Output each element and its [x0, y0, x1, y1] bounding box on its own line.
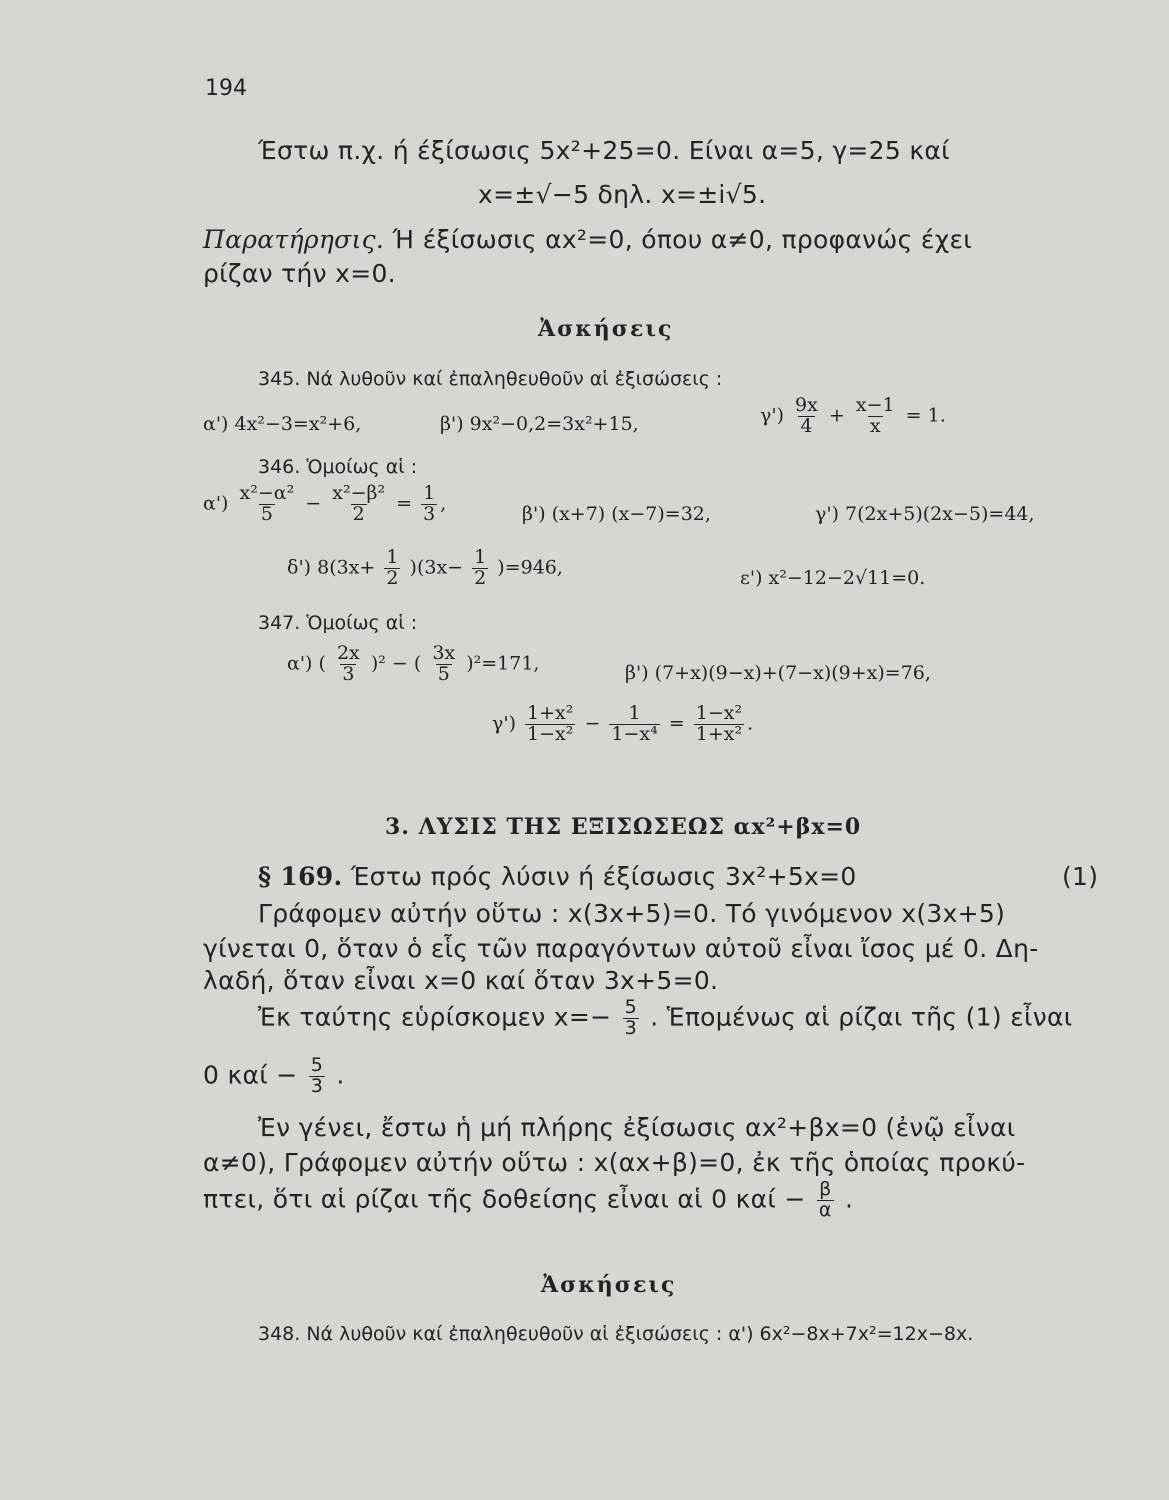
denominator: 1−x² — [527, 722, 574, 745]
equation-rest: = 1. — [905, 404, 946, 427]
intro-line-1: Έστω π.χ. ή έξίσωσις 5x²+25=0. Είναι α=5, γ=25 καί — [258, 136, 950, 165]
numerator: 5 — [310, 1054, 324, 1076]
fraction — [854, 396, 897, 437]
numerator: 2x — [336, 642, 360, 664]
expression-part: δ') 8(3x+ — [287, 556, 376, 579]
denominator: 1+x² — [695, 722, 743, 745]
denominator: 3 — [423, 502, 436, 525]
exercises-heading-1: Ἀσκήσεις — [538, 316, 674, 342]
equation-number: (1) — [1062, 862, 1099, 891]
exercise-347-a — [287, 644, 539, 685]
intro-line-2: x=±√−5 δηλ. x=±i√5. — [478, 180, 767, 209]
fraction — [238, 484, 297, 525]
denominator: x — [869, 414, 881, 437]
numerator: 1−x² — [695, 702, 743, 724]
plus-sign: + — [828, 404, 845, 427]
fraction — [335, 644, 362, 685]
denominator: 4 — [800, 414, 813, 437]
equals-sign: = — [668, 712, 685, 735]
paragraph-number: § 169. — [258, 862, 343, 891]
intro-note-line-2: ρίζαν τήν x=0. — [203, 259, 396, 288]
expression-part: )² − ( — [370, 652, 422, 675]
exercise-345-b: β') 9x²−0,2=3x²+15, — [440, 413, 639, 435]
denominator: α — [818, 1198, 832, 1221]
numerator: 1 — [423, 482, 436, 504]
intro-note — [203, 225, 972, 254]
equals-sign: = — [396, 492, 413, 515]
minus-sign: − — [305, 492, 322, 515]
numerator: 3x — [432, 642, 456, 664]
paragraph-169-line-7: Ἐν γένει, ἔστω ἡ μή πλήρης ἐξίσωσις αx²+βx=0 (ἐνῷ εἶναι — [258, 1113, 1016, 1142]
expression-part: α') ( — [287, 652, 326, 675]
fraction — [421, 484, 437, 525]
exercise-346-a — [203, 484, 446, 525]
fraction — [609, 704, 659, 745]
exercise-346-label: 346. Ὁμοίως αἱ : — [258, 456, 418, 478]
expression-part: )(3x− — [409, 556, 464, 579]
numerator: x²−β² — [332, 482, 386, 504]
denominator: 5 — [260, 502, 273, 525]
exercise-345-c — [760, 396, 946, 437]
fraction — [525, 704, 575, 745]
exercises-heading-2: Ἀσκήσεις — [541, 1272, 677, 1298]
denominator: 3 — [624, 1016, 638, 1039]
text-part: . Ἑπομένως αἱ ρίζαι τῆς (1) εἶναι — [650, 1002, 1073, 1032]
expression-part: )=946, — [497, 556, 563, 579]
page-number: 194 — [205, 76, 247, 101]
section-title: 3. ΛΥΣΙΣ ΤΗΣ ΕΞΙΣΩΣΕΩΣ αx²+βx=0 — [385, 814, 862, 840]
numerator: x−1 — [855, 394, 895, 416]
text-part: Ἐκ ταύτης εὑρίσκομεν x=− — [258, 1002, 612, 1032]
paragraph-169-line-6 — [203, 1056, 345, 1097]
expression-part: )²=171, — [466, 652, 540, 675]
numerator: 1 — [386, 546, 399, 568]
period: . — [747, 712, 754, 735]
numerator: β — [819, 1178, 832, 1200]
exercise-345-a: α') 4x²−3=x²+6, — [203, 413, 362, 435]
denominator: 2 — [386, 566, 399, 589]
exercise-347-b: β') (7+x)(9−x)+(7−x)(9+x)=76, — [625, 662, 931, 684]
numerator: x²−α² — [239, 482, 295, 504]
fraction — [694, 704, 744, 745]
paragraph-169-line-9 — [203, 1180, 853, 1221]
comma: , — [440, 492, 447, 515]
note-text: Ή έξίσωσις αx²=0, όπου α≠0, προφανώς έχει — [392, 225, 973, 254]
fraction — [793, 396, 820, 437]
numerator: 1+x² — [527, 702, 574, 724]
paragraph-169-line-3: γίνεται 0, ὅταν ὁ εἷς τῶν παραγόντων αὐτοῦ εἶναι ἴσος μέ 0. Δη- — [203, 934, 1039, 963]
denominator: 2 — [352, 502, 365, 525]
fraction — [384, 548, 400, 589]
exercise-345-c-prefix: γ') — [760, 404, 784, 427]
minus-sign: − — [584, 712, 601, 735]
numerator: 1 — [474, 546, 487, 568]
denominator: 5 — [437, 662, 450, 685]
exercise-347-label: 347. Ὁμοίως αἱ : — [258, 612, 418, 634]
fraction — [623, 998, 639, 1039]
paragraph-169-line-4: λαδή, ὅταν εἶναι x=0 καί ὅταν 3x+5=0. — [203, 966, 719, 995]
paragraph-text: Έστω πρός λύσιν ή έξίσωσις 3x²+5x=0 — [350, 862, 857, 891]
denominator: 1−x⁴ — [611, 722, 658, 745]
exercise-345-label: 345. Νά λυθοῦν καί ἐπαληθευθοῦν αἱ ἐξισώσεις : — [258, 368, 723, 390]
note-label: Παρατήρησις. — [203, 225, 385, 254]
numerator: 1 — [628, 702, 641, 724]
text-part: . — [844, 1184, 854, 1214]
exercise-348: 348. Νά λυθοῦν καί ἐπαληθευθοῦν αἱ ἐξισώσεις : α') 6x²−8x+7x²=12x−8x. — [258, 1323, 974, 1345]
exercise-347-c — [492, 704, 753, 745]
denominator: 2 — [474, 566, 487, 589]
fraction — [330, 484, 387, 525]
numerator: 5 — [624, 996, 638, 1018]
exercise-346-e: ε') x²−12−2√11=0. — [740, 567, 926, 589]
paragraph-169-line-1 — [258, 862, 857, 891]
item-prefix: γ') — [492, 712, 516, 735]
text-part: . — [336, 1060, 345, 1090]
text-part: 0 καί − — [203, 1060, 298, 1090]
exercise-346-c: γ') 7(2x+5)(2x−5)=44, — [815, 503, 1035, 525]
denominator: 3 — [310, 1074, 324, 1097]
paragraph-169-line-8: α≠0), Γράφομεν αὐτήν οὕτω : x(αx+β)=0, ἐκ τῆς ὁποίας προκύ- — [203, 1148, 1026, 1177]
text-part: πτει, ὅτι αἱ ρίζαι τῆς δοθείσης εἶναι αἱ 0 καί − — [203, 1184, 806, 1214]
fraction — [430, 644, 457, 685]
paragraph-169-line-2: Γράφομεν αὐτήν οὕτω : x(3x+5)=0. Τό γινόμενον x(3x+5) — [258, 899, 1006, 928]
item-prefix: α') — [203, 492, 229, 515]
fraction — [309, 1056, 325, 1097]
fraction — [817, 1180, 834, 1221]
numerator: 9x — [795, 394, 818, 416]
denominator: 3 — [342, 662, 355, 685]
exercise-346-d — [287, 548, 563, 589]
paragraph-169-line-5 — [258, 998, 1073, 1039]
exercise-346-b: β') (x+7) (x−7)=32, — [522, 503, 711, 525]
fraction — [472, 548, 488, 589]
